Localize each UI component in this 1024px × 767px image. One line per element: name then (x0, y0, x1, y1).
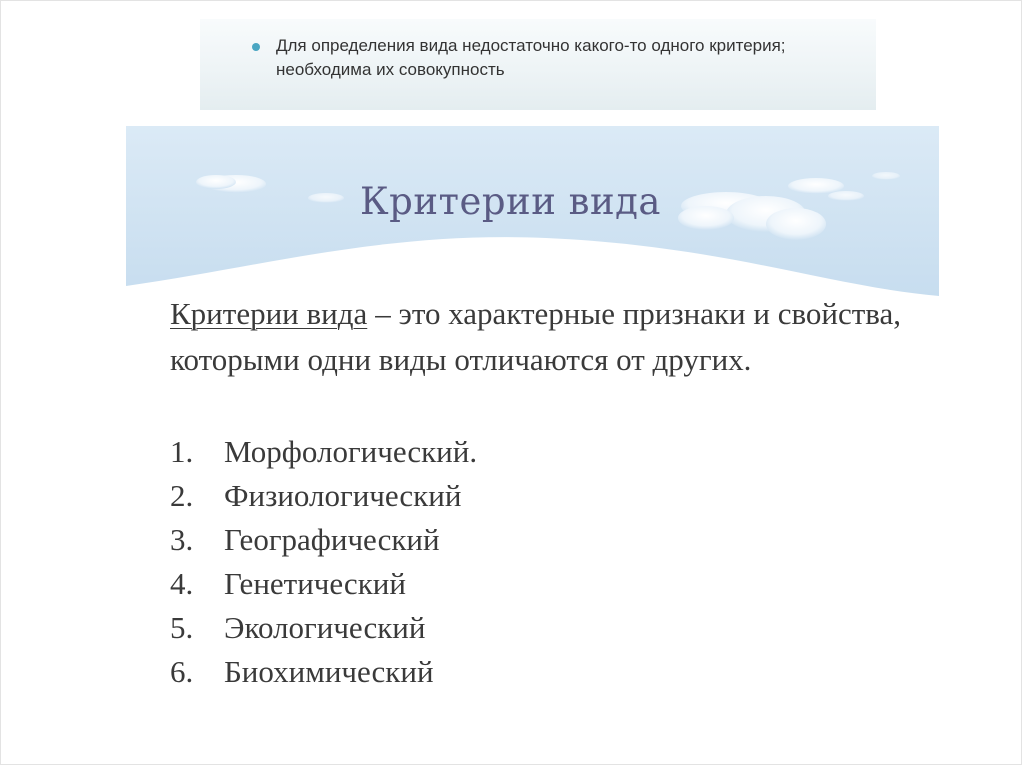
criteria-list (170, 430, 477, 694)
list-item (170, 430, 477, 474)
list-item (170, 606, 477, 650)
list-item-number: 6. (170, 654, 194, 689)
note-bullet-icon (252, 43, 260, 51)
list-item-label: Географический (224, 522, 440, 557)
list-item-number: 2. (170, 478, 194, 513)
definition-term: Критерии вида (170, 296, 368, 331)
list-item-label: Экологический (224, 610, 426, 645)
slide-title: Критерии вида (360, 180, 661, 223)
definition-text: – это характерные признаки и свойства, которыми одни виды отличаются от других. (170, 296, 902, 377)
list-item (170, 650, 477, 694)
list-item-label: Физиологический (224, 478, 462, 513)
list-item-label: Биохимический (224, 654, 434, 689)
list-item-label: Морфологический. (224, 434, 478, 469)
list-item (170, 562, 477, 606)
list-item-number: 5. (170, 610, 194, 645)
list-item (170, 518, 477, 562)
definition-paragraph (170, 291, 910, 383)
list-item (170, 474, 477, 518)
list-item-number: 1. (170, 434, 194, 469)
list-item-number: 4. (170, 566, 194, 601)
list-item-number: 3. (170, 522, 194, 557)
note-text: Для определения вида недостаточно какого-то одного критерия; необходима их совокупность (276, 36, 786, 79)
list-item-label: Генетический (224, 566, 406, 601)
